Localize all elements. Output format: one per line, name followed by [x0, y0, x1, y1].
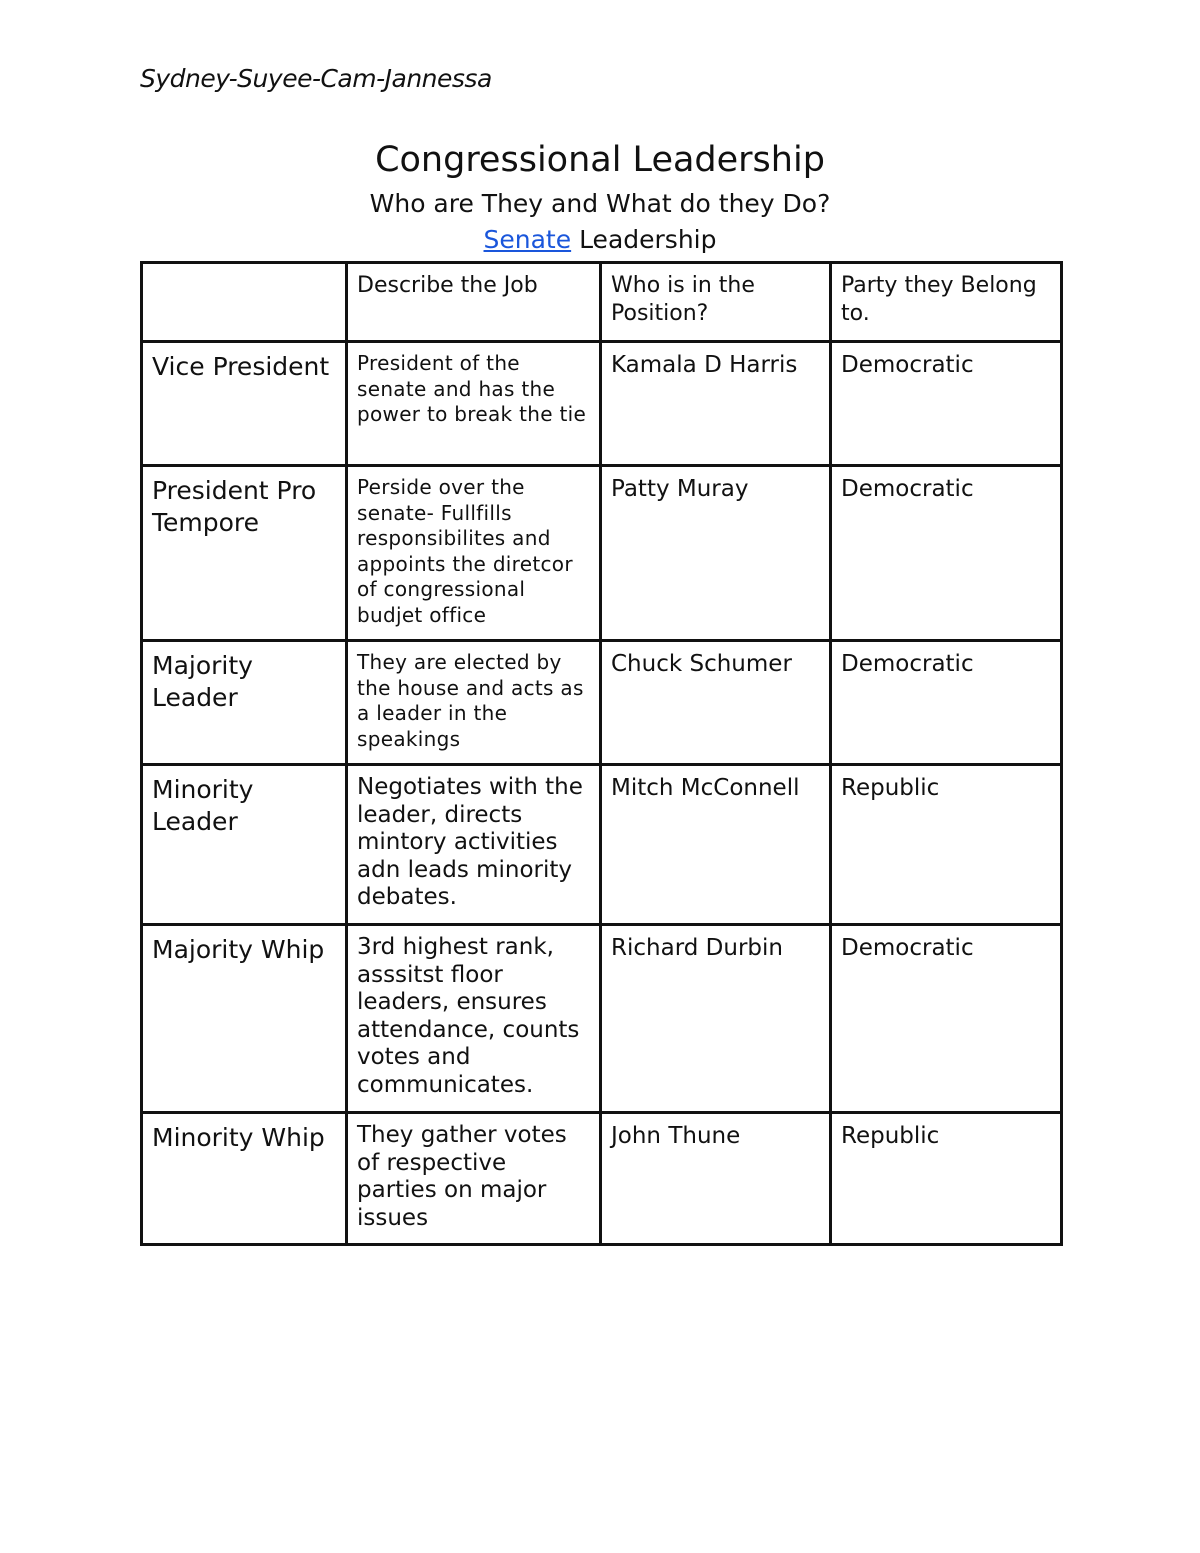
- role-cell: Minority Whip: [142, 1113, 347, 1245]
- document-title: Congressional Leadership: [375, 140, 825, 180]
- author-names: Sydney-Suyee-Cam-Jannessa: [140, 64, 492, 93]
- table-row: [142, 466, 1062, 641]
- person-cell: Chuck Schumer: [601, 641, 831, 765]
- person-cell: Patty Muray: [601, 466, 831, 641]
- header-cell-party: Party they Belong to.: [831, 263, 1062, 342]
- party-cell: Democratic: [831, 342, 1062, 466]
- role-cell: President Pro Tempore: [142, 466, 347, 641]
- party-cell: Democratic: [831, 466, 1062, 641]
- table-row: [142, 765, 1062, 925]
- section-heading: [0, 225, 1200, 254]
- table-row: [142, 925, 1062, 1113]
- header-cell-blank: [142, 263, 347, 342]
- role-cell: Vice President: [142, 342, 347, 466]
- senate-leadership-table: [140, 261, 1063, 1246]
- role-cell: Minority Leader: [142, 765, 347, 925]
- description-cell: They are elected by the house and acts as a leader in the speakings: [347, 641, 601, 765]
- header-cell-job: Describe the Job: [347, 263, 601, 342]
- party-cell: Republic: [831, 1113, 1062, 1245]
- description-cell: 3rd highest rank, asssitst floor leaders, ensures attendance, counts votes and communicates.: [347, 925, 601, 1113]
- table-row: [142, 641, 1062, 765]
- person-cell: Kamala D Harris: [601, 342, 831, 466]
- senate-link[interactable]: Senate: [483, 225, 572, 254]
- table-row: [142, 1113, 1062, 1245]
- header-cell-position: Who is in the Position?: [601, 263, 831, 342]
- description-cell: Negotiates with the leader, directs mintory activities adn leads minority debates.: [347, 765, 601, 925]
- party-cell: Democratic: [831, 925, 1062, 1113]
- person-cell: Mitch McConnell: [601, 765, 831, 925]
- role-cell: Majority Leader: [142, 641, 347, 765]
- description-cell: Perside over the senate- Fullfills responsibilites and appoints the diretcor of congressional budjet office: [347, 466, 601, 641]
- section-heading-rest: Leadership: [571, 225, 717, 254]
- role-cell: Majority Whip: [142, 925, 347, 1113]
- document-subtitle: Who are They and What do they Do?: [369, 189, 831, 218]
- party-cell: Republic: [831, 765, 1062, 925]
- description-cell: They gather votes of respective parties on major issues: [347, 1113, 601, 1245]
- person-cell: John Thune: [601, 1113, 831, 1245]
- party-cell: Democratic: [831, 641, 1062, 765]
- table-header-row: [142, 263, 1062, 342]
- table-row: [142, 342, 1062, 466]
- person-cell: Richard Durbin: [601, 925, 831, 1113]
- description-cell: President of the senate and has the power to break the tie: [347, 342, 601, 466]
